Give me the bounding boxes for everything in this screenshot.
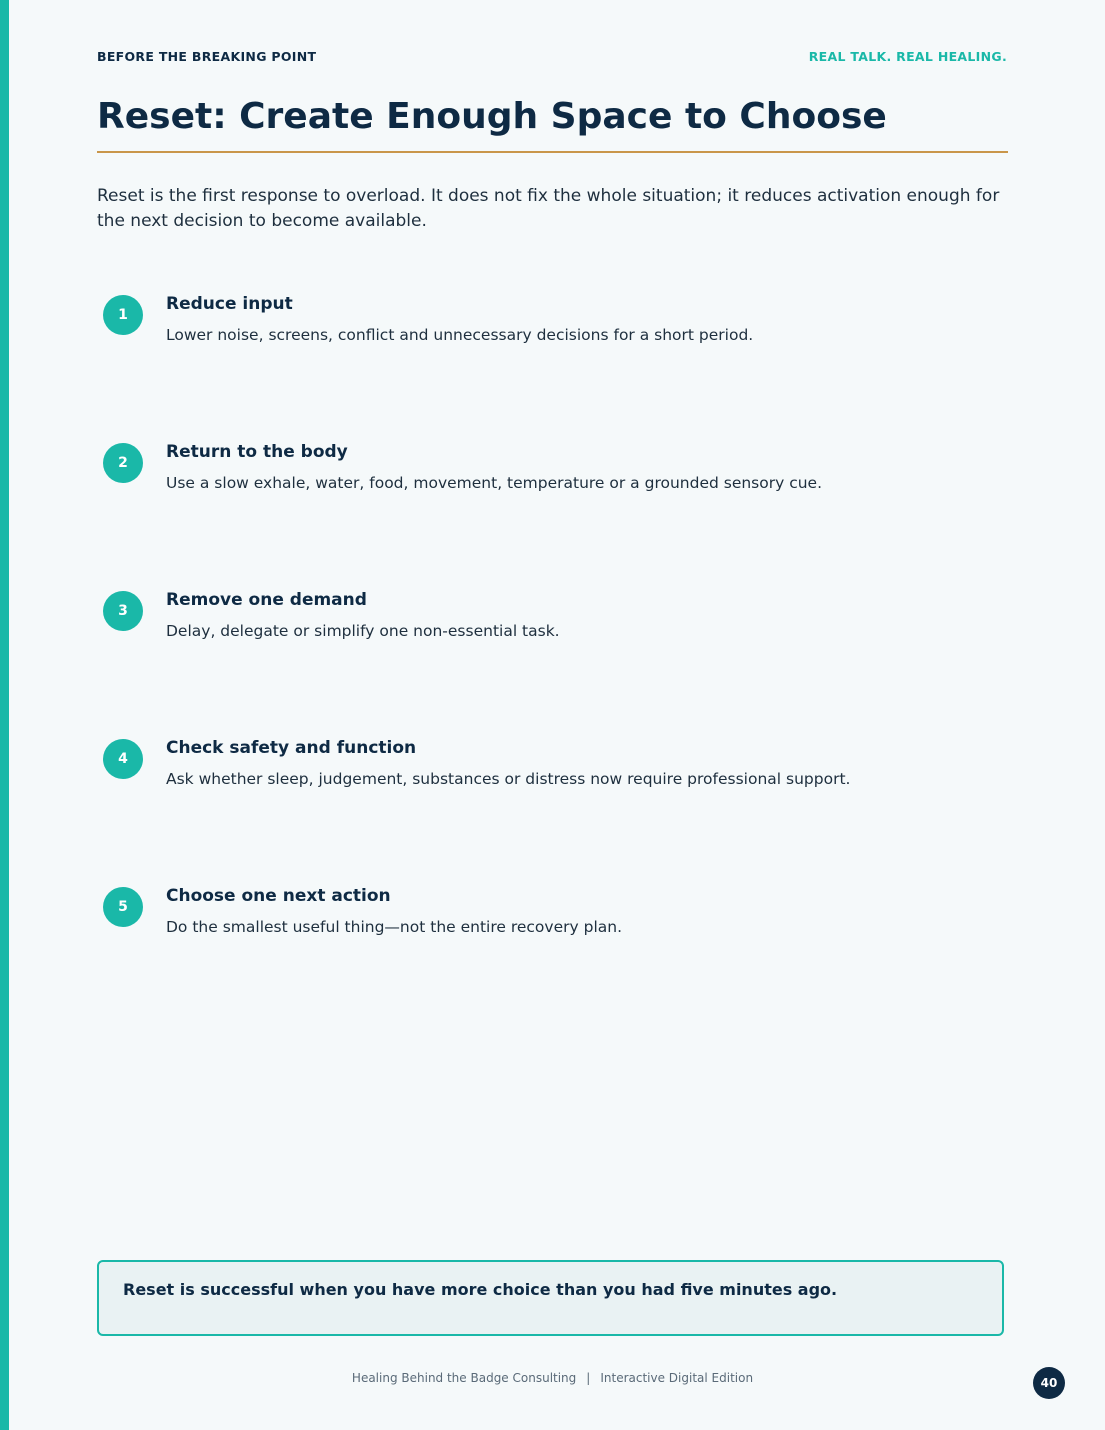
steps-list — [97, 292, 1008, 1032]
step-description: Ask whether sleep, judgement, substances or distress now require professional support. — [166, 770, 851, 788]
step-number-badge: 3 — [103, 591, 143, 631]
step-number-badge: 2 — [103, 443, 143, 483]
footer-separator: | — [586, 1371, 591, 1385]
step-title: Remove one demand — [166, 590, 367, 610]
step-number-badge: 4 — [103, 739, 143, 779]
section-label: BEFORE THE BREAKING POINT — [97, 49, 317, 64]
step-description: Do the smallest useful thing—not the entire recovery plan. — [166, 918, 622, 936]
callout-box — [97, 1260, 1004, 1336]
footer-edition: Interactive Digital Edition — [600, 1371, 754, 1385]
page-title: Reset: Create Enough Space to Choose — [97, 96, 887, 137]
intro-paragraph: Reset is the first response to overload. It does not fix the whole situation; it reduces activation enough for the next decision to become available. — [97, 186, 1000, 231]
tagline: REAL TALK. REAL HEALING. — [808, 49, 1007, 64]
step-title: Return to the body — [166, 442, 348, 462]
step-description: Delay, delegate or simplify one non-essential task. — [166, 622, 560, 640]
step-item — [97, 440, 1008, 588]
step-number-badge: 1 — [103, 295, 143, 335]
callout-text: Reset is successful when you have more choice than you had five minutes ago. — [123, 1280, 838, 1299]
step-item — [97, 884, 1008, 1032]
step-item — [97, 292, 1008, 440]
footer-publisher: Healing Behind the Badge Consulting — [351, 1371, 577, 1385]
step-number-badge: 5 — [103, 887, 143, 927]
step-item — [97, 736, 1008, 884]
step-description: Use a slow exhale, water, food, movement, temperature or a grounded sensory cue. — [166, 474, 823, 492]
step-title: Check safety and function — [166, 738, 417, 758]
step-item — [97, 588, 1008, 736]
page-number-badge: 40 — [1033, 1367, 1065, 1399]
step-title: Choose one next action — [166, 886, 391, 906]
footer — [0, 1371, 1105, 1385]
left-accent-bar — [0, 0, 9, 1430]
title-divider — [97, 151, 1008, 153]
step-title: Reduce input — [166, 294, 293, 314]
step-description: Lower noise, screens, conflict and unnecessary decisions for a short period. — [166, 326, 754, 344]
